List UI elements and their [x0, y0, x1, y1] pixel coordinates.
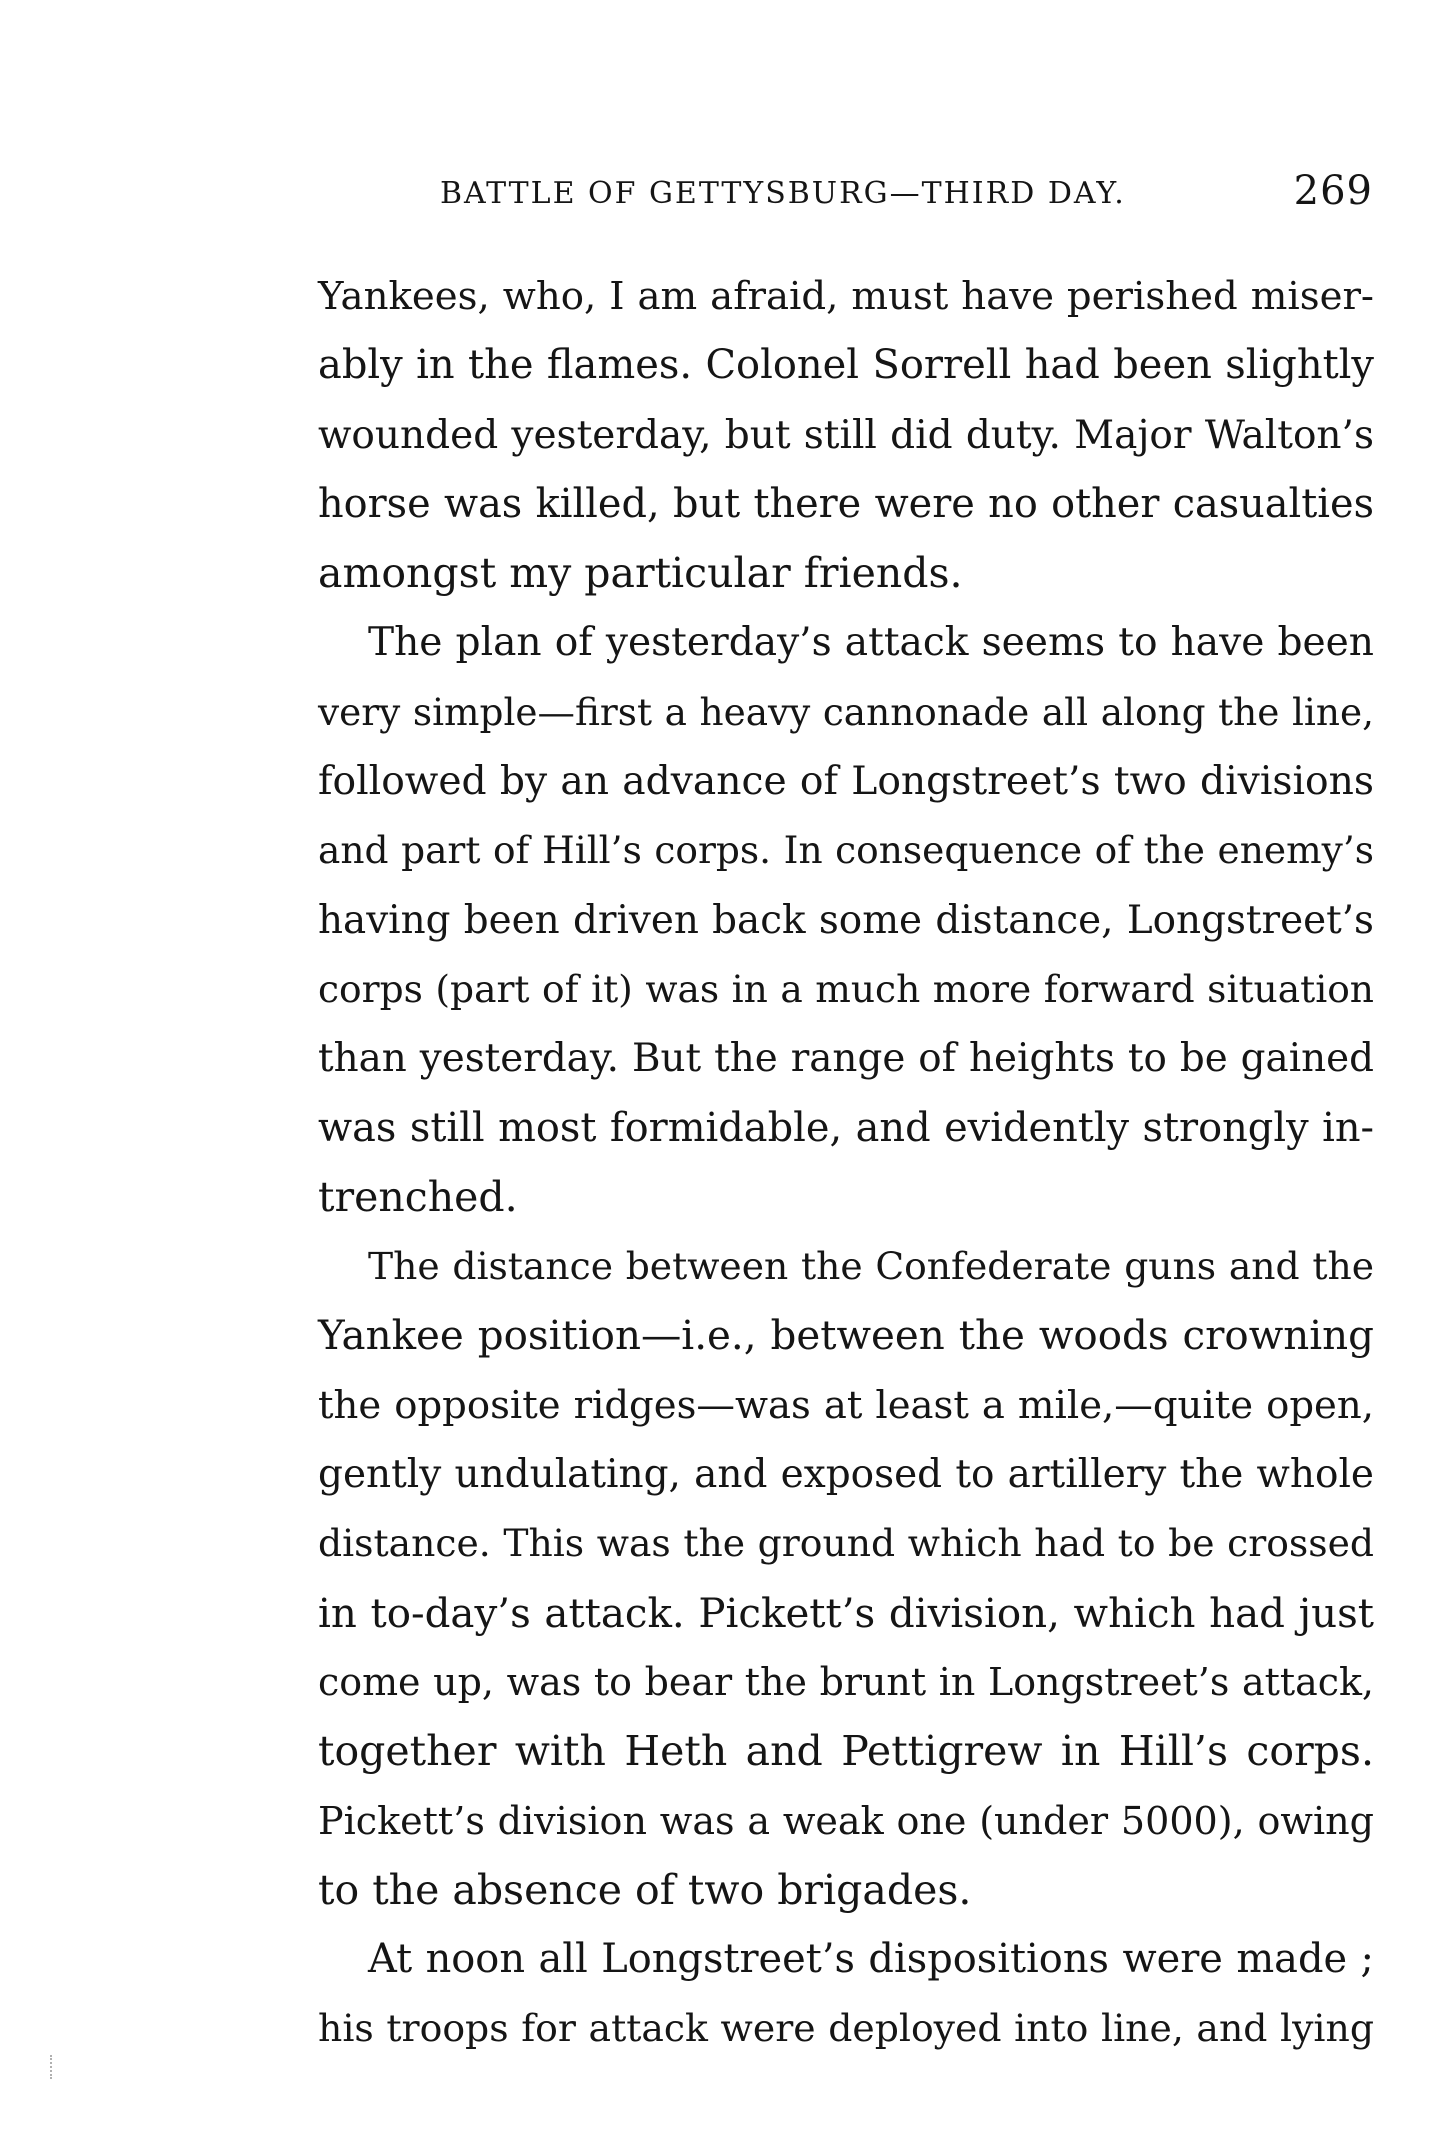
running-title: BATTLE OF GETTYSBURG—THIRD DAY. [440, 176, 1126, 211]
text-line: than yesterday. But the range of heights to be gained [318, 1036, 1374, 1082]
text-line: his troops for attack were deployed into line, and lying [318, 2006, 1374, 2051]
page-number: 269 [1293, 168, 1373, 214]
text-line: come up, was to bear the brunt in Longstreet’s attack, [318, 1659, 1374, 1704]
text-line: together with Heth and Pettigrew in Hill’s corps. [318, 1727, 1374, 1776]
text-line: gently undulating, and exposed to artillery the whole [318, 1452, 1374, 1498]
text-line: to the absence of two brigades. [318, 1865, 972, 1914]
running-head [440, 168, 1373, 220]
paragraph-first-line: The plan of yesterday’s attack seems to have been [368, 620, 1374, 666]
text-line: amongst my particular friends. [318, 549, 963, 598]
text-line: Pickett’s division was a weak one (under 5000), owing [318, 1798, 1374, 1843]
text-line: and part of Hill’s corps. In consequence of the enemy’s [318, 828, 1374, 873]
text-line: ably in the flames. Colonel Sorrell had been slightly [318, 342, 1374, 389]
text-line: followed by an advance of Longstreet’s two divisions [318, 759, 1374, 805]
text-line: very simple—first a heavy cannonade all along the line, [318, 689, 1374, 734]
paragraph-first-line: At noon all Longstreet’s dispositions were made ; [368, 1936, 1374, 1983]
text-line: corps (part of it) was in a much more forward situation [318, 966, 1374, 1011]
text-line: the opposite ridges—was at least a mile,—quite open, [318, 1382, 1374, 1428]
body-text [318, 262, 1374, 2064]
text-line: was still most formidable, and evidently strongly in- [318, 1104, 1374, 1151]
margin-mark [50, 2055, 55, 2079]
text-line: Yankee position—i.e., between the woods crowning [318, 1312, 1374, 1360]
text-line: in to-day’s attack. Pickett’s division, which had just [318, 1589, 1374, 1637]
paragraph-first-line: The distance between the Confederate guns and the [368, 1244, 1374, 1289]
text-line: wounded yesterday, but still did duty. Major Walton’s [318, 412, 1374, 458]
text-line: distance. This was the ground which had to be crossed [318, 1521, 1374, 1566]
text-line: Yankees, who, I am afraid, must have perished miser- [318, 274, 1374, 319]
text-line: trenched. [318, 1172, 518, 1221]
text-line: horse was killed, but there were no other casualties [318, 480, 1374, 527]
text-line: having been driven back some distance, Longstreet’s [318, 897, 1374, 943]
